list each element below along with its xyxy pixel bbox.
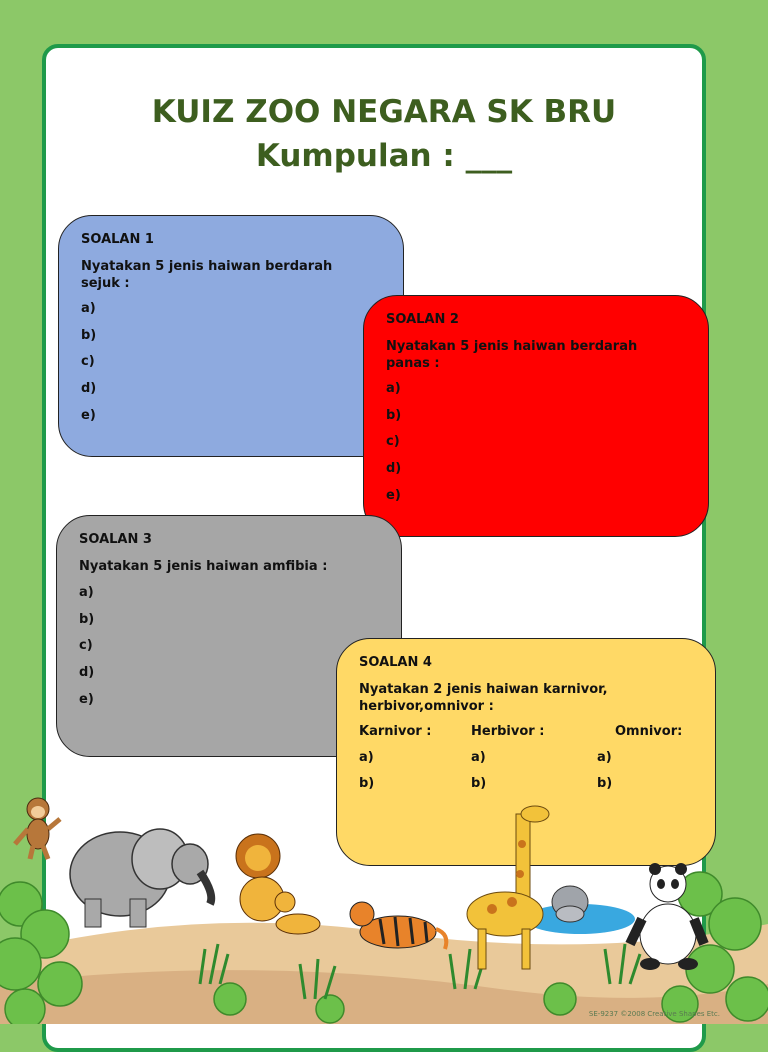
- monkey-icon: [15, 798, 60, 859]
- question-1-option-d: d): [81, 381, 97, 396]
- hippo-icon: [552, 886, 588, 922]
- page-title: KUIZ ZOO NEGARA SK BRU: [151, 94, 617, 130]
- question-2-option-d: d): [386, 461, 402, 476]
- question-2-text: Nyatakan 5 jenis haiwan berdarah panas :: [386, 339, 638, 371]
- question-2-option-e: e): [386, 488, 401, 503]
- question-1-option-e: e): [81, 408, 96, 423]
- question-2-label: SOALAN 2: [386, 312, 459, 327]
- question-2-option-b: b): [386, 408, 402, 423]
- omnivor-heading: Omnivor:: [615, 724, 683, 739]
- question-1-option-c: c): [81, 354, 95, 369]
- question-3-label: SOALAN 3: [79, 532, 152, 547]
- omnivor-option-a: a): [597, 750, 612, 765]
- question-1-box: [58, 215, 404, 457]
- question-3-option-d: d): [79, 665, 95, 680]
- question-4-label: SOALAN 4: [359, 655, 432, 670]
- question-2-box: [363, 295, 709, 537]
- question-3-option-c: c): [79, 638, 93, 653]
- question-1-option-a: a): [81, 301, 96, 316]
- question-3-option-a: a): [79, 585, 94, 600]
- zoo-scene-illustration: [0, 784, 768, 1024]
- karnivor-option-b: b): [359, 776, 375, 791]
- lion-icon: [236, 834, 320, 934]
- karnivor-heading: Karnivor :: [359, 724, 432, 739]
- herbivor-heading: Herbivor :: [471, 724, 545, 739]
- elephant-icon: [70, 829, 211, 927]
- karnivor-option-a: a): [359, 750, 374, 765]
- herbivor-option-a: a): [471, 750, 486, 765]
- question-1-option-b: b): [81, 328, 97, 343]
- group-label: Kumpulan : ___: [255, 138, 513, 174]
- question-1-label: SOALAN 1: [81, 232, 154, 247]
- question-4-text: Nyatakan 2 jenis haiwan karnivor, herbivor,omnivor :: [359, 682, 608, 714]
- question-3-option-e: e): [79, 692, 94, 707]
- question-1-text: Nyatakan 5 jenis haiwan berdarah sejuk :: [81, 259, 333, 291]
- question-3-text: Nyatakan 5 jenis haiwan amfibia :: [79, 559, 328, 574]
- question-2-option-a: a): [386, 381, 401, 396]
- question-2-option-c: c): [386, 434, 400, 449]
- question-3-option-b: b): [79, 612, 95, 627]
- omnivor-option-b: b): [597, 776, 613, 791]
- herbivor-option-b: b): [471, 776, 487, 791]
- copyright-credit: SE-9237 ©2008 Creative Shapes Etc.: [588, 1010, 720, 1018]
